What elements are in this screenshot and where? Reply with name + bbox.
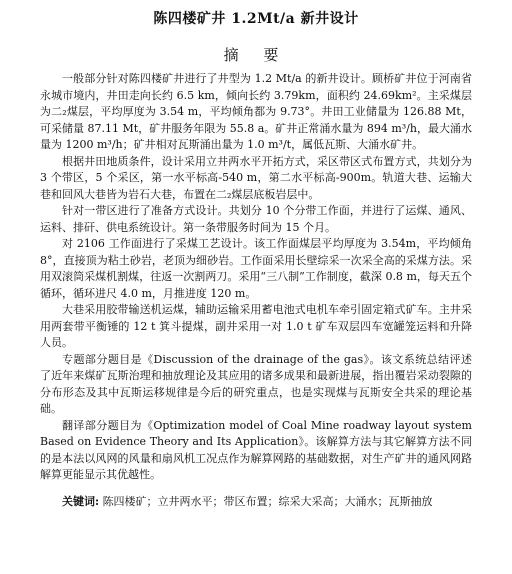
keywords-line (40, 494, 472, 510)
abstract-heading: 摘 要 (223, 46, 289, 64)
abstract-paragraph-general: 一般部分针对陈四楼矿井进行了井型为 1.2 Mt/a 的新井设计。顾桥矿井位于河南省永城市境内，井田走向长约 6.5 km，倾向长约 3.79km，面积约 24.69km²。主采煤层为二₂煤层，平均厚度为 3.54 m，平均倾角都为 9.73°。井田工业储量为 126.88 Mt，可采储量 87.11 Mt，矿井服务年限为 55.8 a。矿井正常涌水量为 894 m³/h，最大涌水量为 1200 m³/h；矿井相对瓦斯涌出量为 1.0 m³/t，属低瓦斯、大涌水矿井。 (40, 72, 472, 151)
abstract-paragraph-preparation: 针对一带区进行了准备方式设计。共划分 10 个分带工作面，并进行了运煤、通风、运料、排矸、供电系统设计。第一条带服务时间为 15 个月。 (40, 204, 472, 234)
document-title: 陈四楼矿井 1.2Mt/a 新井设计 (153, 11, 359, 27)
abstract-paragraph-translation: 翻译部分题目为《Optimization model of Coal Mine roadway layout system Based on Evidence Theory and Its Application》。该解算方法与其它解算方法不同的是本法以风网的风量和扇风机工况点作为解算网路的基础数据，对生产矿井的通风网路解算更能显示其优越性。 (40, 418, 472, 481)
abstract-paragraph-transport: 大巷采用胶带输送机运煤，辅助运输采用蓄电池式电机车牵引固定箱式矿车。主井采用两套带平衡锤的 12 t 箕斗提煤，副井采用一对 1.0 t 矿车双层四车宽罐笼运料和升降人员。 (40, 303, 472, 349)
keywords-label: 关键词: (62, 494, 100, 508)
abstract-paragraph-special-topic: 专题部分题目是《Discussion of the drainage of the gas》。该文系统总结评述了近年来煤矿瓦斯治理和抽放理论及其应用的诸多成果和最新进展，指出覆岩采动裂隙的分布形态及其中瓦斯运移规律是今后的研究重点，也是实现煤与瓦斯安全共采的理论基础。 (40, 352, 472, 415)
abstract-paragraph-mining-technology: 对 2106 工作面进行了采煤工艺设计。该工作面煤层平均厚度为 3.54m，平均倾角 8°，直接顶为粘土砂岩，老顶为细砂岩。工作面采用长壁综采一次采全高的采煤方法。采用双滚筒采煤机割煤，往返一次割两刀。采用“三八制”工作制度，截深 0.8 m，每天五个循环，循环进尺 4.0 m，月推进度 120 m。 (40, 237, 472, 300)
keywords-terms: 陈四楼矿；立井两水平；带区布置；综采大采高；大涌水；瓦斯抽放 (102, 494, 433, 508)
abstract-paragraph-development: 根据井田地质条件，设计采用立井两水平开拓方式，采区带区式布置方式，共划分为 3 个带区，5 个采区，第一水平标高-540 m，第二水平标高-900m。轨道大巷、运输大巷和回风大巷皆为岩石大巷，布置在二₂煤层底板岩层中。 (40, 154, 472, 201)
